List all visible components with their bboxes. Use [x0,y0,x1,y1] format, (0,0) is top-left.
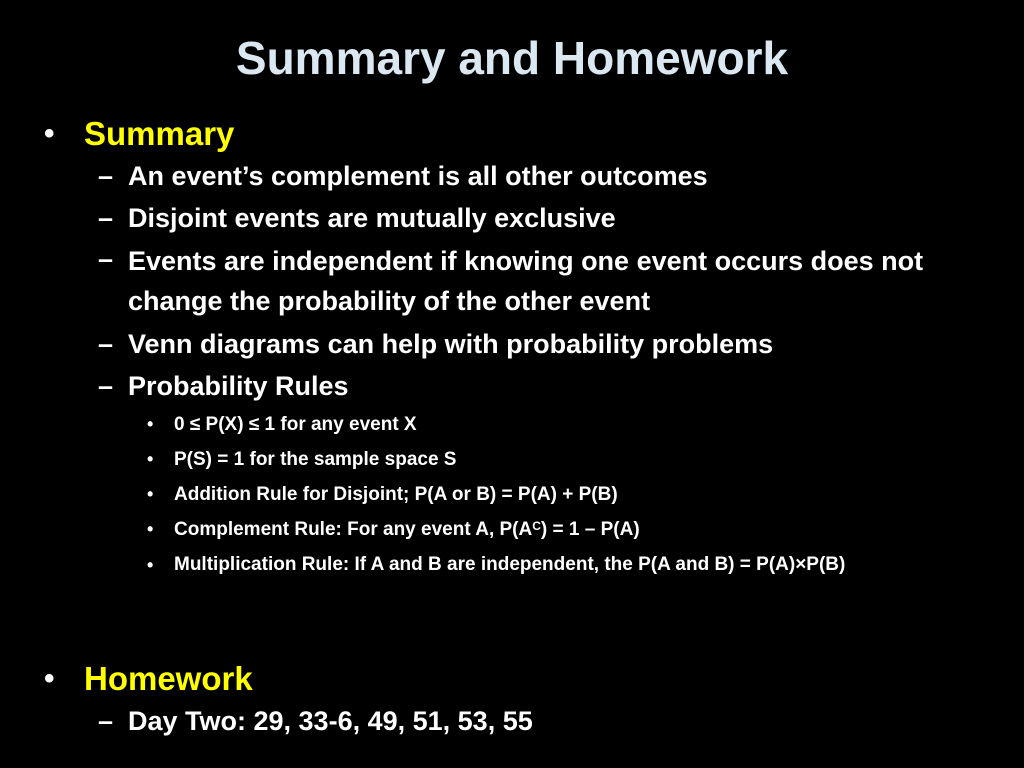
summary-item [0,239,1024,323]
rule-text: P(S) = 1 for the sample space S [174,449,457,470]
summary-item [0,365,1024,407]
rule-text-before: Complement Rule: For any event A, P(A [174,519,533,540]
summary-item [0,323,1024,365]
rule-text: 0 ≤ P(X) ≤ 1 for any event X [174,414,417,435]
summary-item-text: Venn diagrams can help with probability problems [128,329,774,359]
bullet-icon: • [147,449,154,469]
dash-icon: – [98,244,114,274]
bullet-icon: • [147,555,154,575]
homework-section [0,658,1024,742]
homework-item [0,700,1024,742]
slide-title: Summary and Homework [235,32,789,84]
dash-icon: – [98,161,114,191]
summary-heading: Summary [84,115,235,152]
rule-item [0,407,1024,442]
summary-section [0,113,1024,583]
homework-item-text: Day Two: 29, 33-6, 49, 51, 53, 55 [128,706,533,736]
rule-text: Multiplication Rule: If A and B are independent, the P(A and B) = P(A)×P(B) [174,554,846,575]
summary-item-text: Events are independent if knowing one event occurs does not change the probability of the other event [128,246,924,316]
rule-text [174,519,640,540]
dash-icon: – [98,706,114,736]
rule-text-superscript: C [532,519,541,533]
rule-item [0,512,1024,547]
summary-item [0,197,1024,239]
homework-heading: Homework [84,660,253,697]
rule-item [0,477,1024,512]
summary-heading-row [0,113,1024,155]
summary-item-text: Disjoint events are mutually exclusive [128,203,616,233]
rule-text: Addition Rule for Disjoint; P(A or B) = P(A) + P(B) [174,484,618,505]
bullet-icon: • [44,662,55,695]
rule-item [0,547,1024,583]
dash-icon: – [98,371,114,401]
dash-icon: – [98,203,114,233]
rule-item [0,442,1024,477]
summary-item-text: Probability Rules [128,371,349,401]
bullet-icon: • [147,484,154,504]
homework-heading-row [0,658,1024,700]
rule-text-after: ) = 1 – P(A) [540,519,640,540]
summary-item [0,155,1024,197]
bullet-icon: • [147,519,154,539]
bullet-icon: • [44,117,55,150]
bullet-icon: • [147,414,154,434]
summary-item-text: An event’s complement is all other outcomes [128,161,708,191]
dash-icon: – [98,329,114,359]
